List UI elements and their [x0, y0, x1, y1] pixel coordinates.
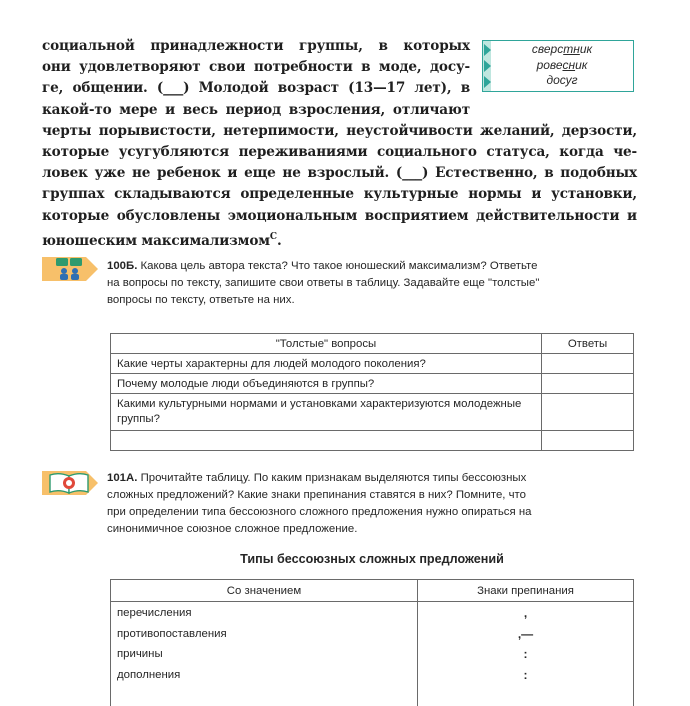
paragraph-line: ге, общении. (___) Молодой возраст (13—17 лет), в	[42, 80, 470, 97]
task-line: синонимичное союзное сложное предложение.	[107, 523, 358, 535]
table-row	[111, 354, 634, 374]
triangle-markers-icon	[484, 41, 492, 91]
paragraph-line: какой-то мере и весь период взросления, отличают	[42, 101, 470, 118]
task-101a	[107, 470, 531, 538]
task-line: 100Б. Какова цель автора текста? Что такое юношеский максимализм? Ответьте	[107, 260, 538, 272]
question-cell: Почему молодые люди объединяются в группы?	[111, 374, 542, 394]
punctuation-cell: :	[418, 644, 634, 665]
vocabulary-words	[495, 42, 629, 89]
vocab-word: досуг	[546, 73, 578, 87]
answer-cell[interactable]	[542, 354, 634, 374]
table-row	[111, 374, 634, 394]
paragraph-line: юношеским максимализмом	[42, 232, 270, 249]
meaning-cell	[111, 685, 418, 706]
table-header: "Толстые" вопросы	[111, 334, 542, 354]
vocab-word: сверстник	[531, 42, 593, 56]
paragraph-line: группах складываются определенные культурные нормы и установки,	[42, 186, 637, 203]
table-header: Со значением	[111, 580, 418, 602]
questions-table	[110, 333, 634, 451]
task-line: вопросы по тексту, ответьте на них.	[107, 294, 295, 306]
table-row	[111, 685, 634, 706]
table-title: Типы бессоюзных сложных предложений	[240, 552, 504, 566]
task-line: сложных предложений? Какие знаки препинания ставятся в них? Помните, что	[107, 489, 526, 501]
table-row	[111, 394, 634, 431]
table-row	[111, 431, 634, 451]
paragraph-line: социальной принадлежности группы, в которых	[42, 38, 470, 54]
answer-cell[interactable]	[542, 431, 634, 451]
paragraph-line: ловек уже не ребенок и еще не взрослый. (___) Естественно, в подобных	[42, 165, 637, 182]
meaning-cell: противопоставления	[111, 624, 418, 645]
punctuation-cell	[418, 685, 634, 706]
paragraph-line: которые обусловлены эмоциональным восприятием действительности и	[42, 207, 637, 224]
types-table	[110, 579, 634, 706]
group-discussion-icon	[42, 254, 100, 284]
task-100b	[107, 258, 539, 309]
table-header: Ответы	[542, 334, 634, 354]
table-header: Знаки препинания	[418, 580, 634, 602]
vocab-word: ровесник	[536, 57, 588, 72]
table-row	[111, 665, 634, 686]
punctuation-cell: ,—	[418, 624, 634, 645]
open-book-icon	[42, 468, 100, 498]
meaning-cell: перечисления	[111, 602, 418, 624]
answer-cell[interactable]	[542, 374, 634, 394]
vocabulary-box	[482, 40, 634, 92]
superscript-marker: С	[269, 231, 277, 242]
meaning-cell: причины	[111, 644, 418, 665]
question-cell[interactable]	[111, 431, 542, 451]
question-cell: Какие черты характерны для людей молодого поколения?	[111, 354, 542, 374]
task-number: 101А.	[107, 472, 138, 484]
task-number: 100Б.	[107, 260, 138, 272]
table-row	[111, 624, 634, 645]
question-cell: Какими культурными нормами и установками характеризуются молодежные группы?	[111, 394, 542, 431]
task-line: при определении типа бессоюзного сложного предложения нужно опираться на	[107, 506, 532, 518]
paragraph-line: которые усугубляются переживаниями социального статуса, когда че-	[42, 143, 637, 160]
task-line: 101А. Прочитайте таблицу. По каким признакам выделяются типы бессоюзных	[107, 472, 527, 484]
table-row	[111, 644, 634, 665]
meaning-cell: дополнения	[111, 665, 418, 686]
punctuation-cell: :	[418, 665, 634, 686]
paragraph-line: они удовлетворяют свои потребности в моде, досу-	[42, 59, 470, 76]
punctuation-cell: ,	[418, 602, 634, 624]
table-row	[111, 602, 634, 624]
task-line: на вопросы по тексту, запишите свои ответы в таблицу. Задавайте еще "толстые"	[107, 277, 540, 289]
answer-cell[interactable]	[542, 394, 634, 431]
paragraph-line: черты порывистости, нетерпимости, неустойчивости желаний, дерзости,	[42, 122, 637, 139]
paragraph-last-line: юношеским максимализмом$^С$.	[42, 231, 282, 249]
